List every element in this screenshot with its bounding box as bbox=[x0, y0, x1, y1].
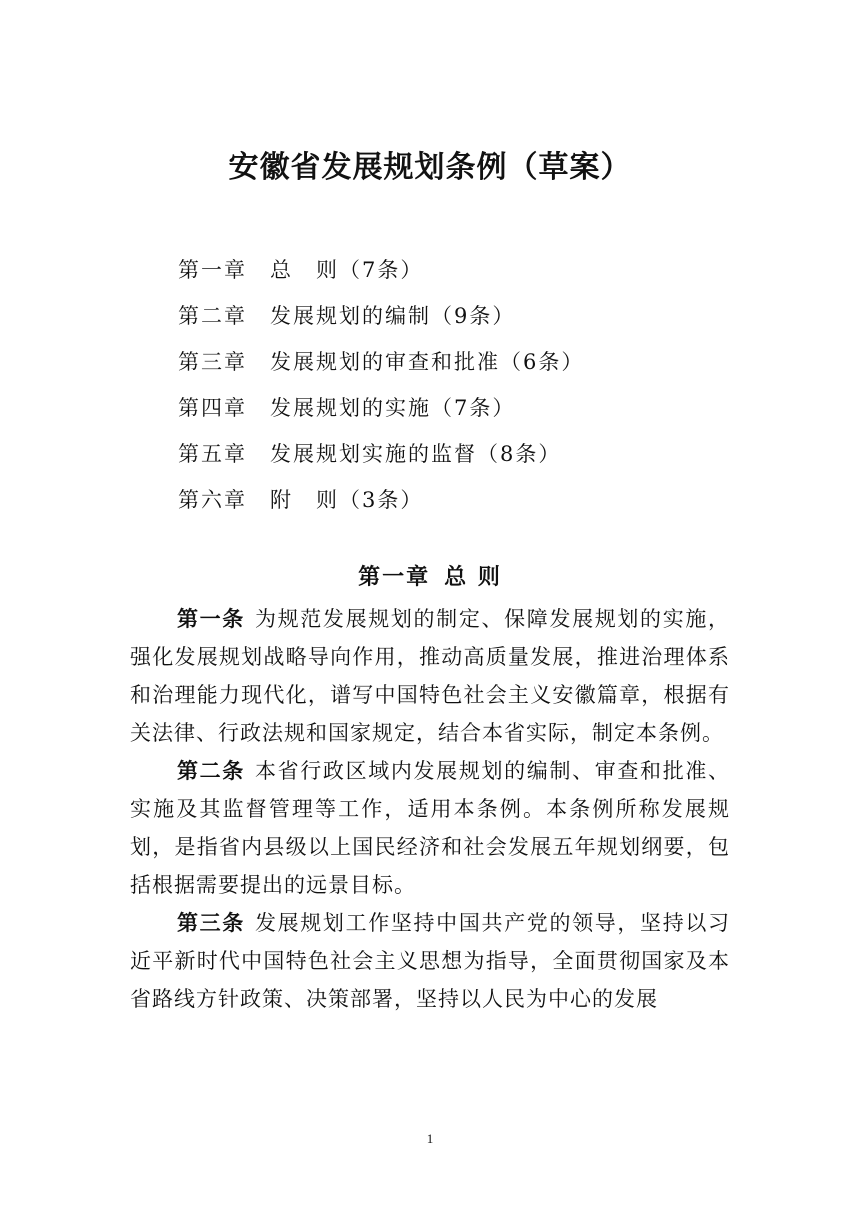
toc-chapter-number: 第五章 bbox=[178, 442, 247, 466]
toc-item bbox=[178, 484, 584, 530]
article-label: 第二条 bbox=[177, 759, 245, 783]
toc-chapter-name: 总 则（7条） bbox=[270, 258, 424, 282]
chapter-name: 总 则 bbox=[444, 565, 502, 590]
document-body bbox=[130, 600, 730, 1018]
toc-chapter-number: 第四章 bbox=[178, 396, 247, 420]
article-label: 第三条 bbox=[177, 911, 245, 935]
chapter-heading bbox=[0, 560, 860, 591]
toc-chapter-number: 第六章 bbox=[178, 488, 247, 512]
toc-chapter-name: 发展规划的编制（9条） bbox=[270, 304, 516, 328]
article-paragraph bbox=[130, 752, 730, 904]
article-text: 本省行政区域内发展规划的编制、审查和批准、实施及其监督管理等工作，适用本条例。本条例所称发展规划，是指省内县级以上国民经济和社会发展五年规划纲要，包括根据需要提出的远景目标。 bbox=[130, 759, 731, 897]
article-paragraph bbox=[130, 904, 730, 1018]
article-text: 发展规划工作坚持中国共产党的领导，坚持以习近平新时代中国特色社会主义思想为指导，全面贯彻国家及本省路线方针政策、决策部署，坚持以人民为中心的发展 bbox=[130, 911, 731, 1011]
page-number: 1 bbox=[426, 1131, 434, 1146]
toc-chapter-number: 第三章 bbox=[178, 350, 247, 374]
toc-chapter-number: 第一章 bbox=[178, 258, 247, 282]
toc-item bbox=[178, 438, 584, 484]
toc-chapter-name: 发展规划实施的监督（8条） bbox=[270, 442, 562, 466]
toc-item bbox=[178, 392, 584, 438]
article-label: 第一条 bbox=[177, 607, 245, 631]
toc-chapter-number: 第二章 bbox=[178, 304, 247, 328]
table-of-contents bbox=[178, 254, 584, 530]
toc-chapter-name: 发展规划的实施（7条） bbox=[270, 396, 516, 420]
article-paragraph bbox=[130, 600, 730, 752]
document-title: 安徽省发展规划条例（草案） bbox=[228, 150, 632, 185]
toc-item bbox=[178, 300, 584, 346]
toc-chapter-name: 发展规划的审查和批准（6条） bbox=[270, 350, 585, 374]
toc-chapter-name: 附 则（3条） bbox=[270, 488, 424, 512]
toc-item bbox=[178, 254, 584, 300]
toc-item bbox=[178, 346, 584, 392]
chapter-number: 第一章 bbox=[358, 565, 431, 590]
article-text: 为规范发展规划的制定、保障发展规划的实施，强化发展规划战略导向作用，推动高质量发展，推进治理体系和治理能力现代化，谱写中国特色社会主义安徽篇章，根据有关法律、行政法规和国家规定，结合本省实际，制定本条例。 bbox=[130, 607, 731, 745]
